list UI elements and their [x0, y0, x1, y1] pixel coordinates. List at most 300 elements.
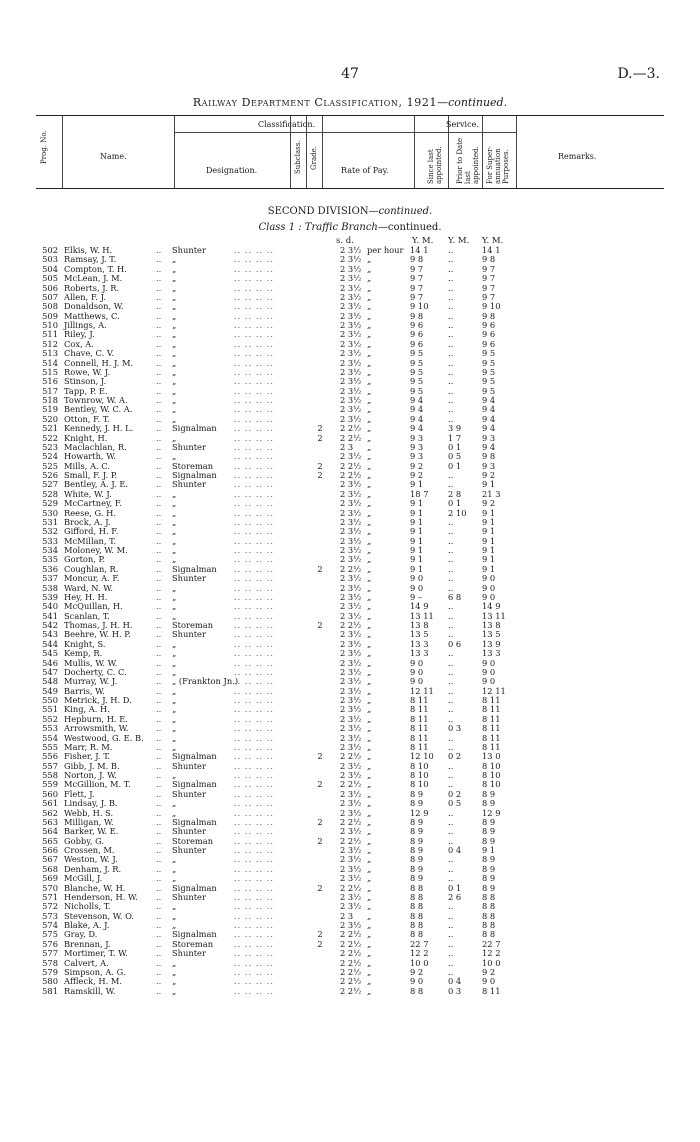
prog-number: 536: [42, 563, 58, 574]
service-prior: ..: [448, 470, 454, 480]
service-superannuation: 8 11: [482, 732, 501, 743]
service-prior: ..: [448, 395, 454, 405]
rate-of-pay: 2 3½: [340, 245, 362, 255]
leader-dots: ..: [156, 376, 162, 387]
service-since-appointed: 13 3: [410, 648, 429, 659]
service-prior: ..: [448, 620, 454, 630]
leader-dots: ..: [156, 470, 162, 480]
service-since-appointed: 9 1: [410, 479, 424, 490]
designation: „: [172, 488, 177, 499]
rate-of-pay: 2 3½: [340, 920, 362, 930]
service-since-appointed: 9 5: [410, 348, 424, 359]
service-prior: ..: [448, 816, 454, 827]
designation: „: [172, 516, 177, 527]
employee-name: McCartney, F.: [64, 498, 122, 509]
employee-name: Henderson, H. W.: [64, 891, 138, 902]
designation: „: [172, 263, 177, 274]
prog-number: 557: [42, 760, 58, 771]
service-since-appointed: 13 8: [410, 620, 429, 630]
leader-dots: .. .. .. ..: [234, 507, 275, 518]
leader-dots: .. .. .. ..: [234, 657, 275, 668]
service-superannuation: 9 4: [482, 423, 496, 434]
rate-unit: „: [367, 591, 372, 602]
rate-of-pay: 2 3½: [340, 348, 362, 359]
employee-name: Metrick, J. H. D.: [64, 695, 132, 705]
leader-dots: ..: [156, 301, 162, 312]
designation: Shunter: [172, 629, 206, 640]
service-superannuation: 8 9: [482, 863, 496, 874]
service-prior: ..: [448, 648, 454, 659]
employee-name: Flett, J.: [64, 788, 95, 799]
service-prior: ..: [448, 920, 454, 930]
service-superannuation: 8 10: [482, 760, 501, 771]
leader-dots: .. .. .. ..: [234, 863, 275, 874]
service-since-appointed: 8 9: [410, 788, 424, 799]
prog-number: 561: [42, 798, 58, 809]
rate-of-pay: 2 3½: [340, 291, 362, 302]
designation: „: [172, 985, 177, 996]
rate-of-pay: 2 3½: [340, 873, 362, 884]
service-prior: ..: [448, 966, 454, 977]
employee-name: Brock, A. J.: [64, 516, 111, 527]
prog-number: 556: [42, 751, 58, 762]
rate-of-pay: 2 3½: [340, 366, 362, 377]
employee-name: Calvert, A.: [64, 957, 109, 968]
designation: „: [172, 404, 177, 415]
service-superannuation: 21 3: [482, 488, 501, 499]
service-prior: ..: [448, 245, 454, 255]
rate-of-pay: 2 3½: [340, 676, 362, 687]
service-prior: ..: [448, 760, 454, 771]
leader-dots: .. .. .. ..: [234, 470, 275, 480]
service-prior: 2 8: [448, 488, 462, 499]
service-superannuation: 9 0: [482, 573, 496, 584]
service-since-appointed: 9 4: [410, 404, 424, 415]
designation: Signalman: [172, 470, 217, 480]
leader-dots: ..: [156, 320, 162, 330]
rate-of-pay: 2 3½: [340, 723, 362, 734]
rate-unit: „: [367, 526, 372, 537]
service-prior: ..: [448, 263, 454, 274]
leader-dots: .. .. .. ..: [234, 929, 275, 940]
service-since-appointed: 13 11: [410, 610, 434, 621]
service-since-appointed: 8 11: [410, 713, 429, 724]
designation: Storeman: [172, 938, 214, 949]
service-since-appointed: 9 0: [410, 657, 424, 668]
service-prior: ..: [448, 563, 454, 574]
service-since-appointed: 12 2: [410, 948, 429, 959]
rate-of-pay: 2 2½: [340, 929, 362, 940]
leader-dots: .. .. .. ..: [234, 891, 275, 902]
leader-dots: ..: [156, 901, 162, 912]
rate-of-pay: 2 3½: [340, 582, 362, 593]
prog-number: 564: [42, 826, 58, 837]
rate-unit: „: [367, 704, 372, 715]
service-prior: 0 6: [448, 638, 462, 649]
employee-name: Roberts, J. R.: [64, 282, 120, 293]
prog-number: 508: [42, 301, 58, 312]
rate-unit: „: [367, 329, 372, 340]
prog-number: 547: [42, 666, 58, 677]
rate-unit: „: [367, 723, 372, 734]
service-superannuation: 9 10: [482, 301, 501, 312]
rate-of-pay: 2 2½: [340, 470, 362, 480]
designation: „: [172, 413, 177, 424]
leader-dots: .. .. .. ..: [234, 451, 275, 462]
designation: „: [172, 610, 177, 621]
employee-name: Hepburn, H. E.: [64, 713, 128, 724]
employee-name: Stinson, J.: [64, 376, 107, 387]
rate-of-pay: 2 2½: [340, 938, 362, 949]
prog-number: 558: [42, 770, 58, 780]
employee-name: Moncur, A. F.: [64, 573, 120, 584]
service-prior: ..: [448, 873, 454, 884]
leader-dots: .. .. .. ..: [234, 348, 275, 359]
service-superannuation: 9 0: [482, 666, 496, 677]
leader-dots: ..: [156, 816, 162, 827]
rate-of-pay: 2 3½: [340, 638, 362, 649]
service-superannuation: 12 11: [482, 685, 506, 696]
leader-dots: ..: [156, 254, 162, 265]
leader-dots: ..: [156, 245, 162, 255]
service-since-appointed: 8 9: [410, 854, 424, 865]
leader-dots: .. .. .. ..: [234, 310, 275, 321]
service-since-appointed: 8 9: [410, 816, 424, 827]
leader-dots: ..: [156, 657, 162, 668]
rate-unit: „: [367, 254, 372, 265]
rate-of-pay: 2 3½: [340, 666, 362, 677]
leader-dots: .. .. .. ..: [234, 395, 275, 405]
prog-number: 581: [42, 985, 58, 996]
prog-number: 570: [42, 882, 58, 893]
designation: Shunter: [172, 845, 206, 855]
designation: „: [172, 432, 177, 443]
leader-dots: .. .. .. ..: [234, 254, 275, 265]
leader-dots: .. .. .. ..: [234, 938, 275, 949]
leader-dots: ..: [156, 929, 162, 940]
rate-of-pay: 2 3½: [340, 310, 362, 321]
rate-unit: „: [367, 966, 372, 977]
table-row: [0, 987, 700, 996]
service-superannuation: 8 11: [482, 695, 501, 705]
leader-dots: ..: [156, 563, 162, 574]
service-superannuation: 8 9: [482, 798, 496, 809]
service-prior: ..: [448, 779, 454, 790]
service-superannuation: 10 0: [482, 957, 501, 968]
service-since-appointed: 8 9: [410, 826, 424, 837]
rate-unit: „: [367, 432, 372, 443]
leader-dots: .. .. .. ..: [234, 263, 275, 274]
leader-dots: .. .. .. ..: [234, 760, 275, 771]
leader-dots: ..: [156, 395, 162, 405]
designation: „: [172, 357, 177, 368]
leader-dots: ..: [156, 676, 162, 687]
designation: Signalman: [172, 816, 217, 827]
employee-name: McQuillan, H.: [64, 601, 123, 612]
prog-number: 523: [42, 441, 58, 452]
service-since-appointed: 9 6: [410, 320, 424, 330]
rate-of-pay: 2 3½: [340, 573, 362, 584]
service-since-appointed: 9 5: [410, 357, 424, 368]
service-prior: ..: [448, 535, 454, 546]
leader-dots: ..: [156, 451, 162, 462]
rate-unit: „: [367, 423, 372, 434]
leader-dots: ..: [156, 404, 162, 415]
table-header: [36, 115, 664, 189]
prog-number: 565: [42, 835, 58, 846]
rate-unit: „: [367, 948, 372, 959]
leader-dots: .. .. .. ..: [234, 545, 275, 555]
rate-unit: „: [367, 376, 372, 387]
leader-dots: ..: [156, 770, 162, 780]
leader-dots: .. .. .. ..: [234, 835, 275, 846]
leader-dots: ..: [156, 854, 162, 865]
service-superannuation: 13 11: [482, 610, 506, 621]
rate-unit: „: [367, 854, 372, 865]
service-since-appointed: 9 –: [410, 591, 423, 602]
employee-name: Moloney, W. M.: [64, 545, 128, 555]
rate-of-pay: 2 3½: [340, 254, 362, 265]
rate-unit: „: [367, 488, 372, 499]
employee-name: Gibb, J. M. B.: [64, 760, 120, 771]
service-prior: ..: [448, 254, 454, 265]
leader-dots: ..: [156, 666, 162, 677]
designation: Shunter: [172, 441, 206, 452]
leader-dots: ..: [156, 516, 162, 527]
service-prior: ..: [448, 957, 454, 968]
service-superannuation: 8 9: [482, 873, 496, 884]
employee-name: Knight, H.: [64, 432, 108, 443]
rate-of-pay: 2 3½: [340, 385, 362, 396]
designation: Signalman: [172, 882, 217, 893]
service-since-appointed: 8 10: [410, 760, 429, 771]
leader-dots: .. .. .. ..: [234, 245, 275, 255]
prog-number: 528: [42, 488, 58, 499]
leader-dots: .. .. .. ..: [234, 460, 275, 471]
service-prior: ..: [448, 901, 454, 912]
designation: Storeman: [172, 835, 214, 846]
rate-unit: „: [367, 404, 372, 415]
leader-dots: .. .. .. ..: [234, 751, 275, 762]
employee-name: Norton, J. W.: [64, 770, 117, 780]
service-superannuation: 13 5: [482, 629, 501, 640]
prog-number: 549: [42, 685, 58, 696]
service-since-appointed: 9 2: [410, 966, 424, 977]
employee-name: Maclachlan, R.: [64, 441, 127, 452]
service-superannuation: 8 8: [482, 910, 496, 921]
leader-dots: ..: [156, 573, 162, 584]
service-prior: ..: [448, 573, 454, 584]
leader-dots: ..: [156, 488, 162, 499]
designation: „: [172, 704, 177, 715]
prog-number: 577: [42, 948, 58, 959]
heading-title: Railway Department Classification, 1921: [192, 96, 438, 109]
rate-of-pay: 2 3½: [340, 320, 362, 330]
leader-dots: .. .. .. ..: [234, 301, 275, 312]
service-superannuation: 22 7: [482, 938, 501, 949]
rate-unit: „: [367, 788, 372, 799]
rate-of-pay: 2 3½: [340, 845, 362, 855]
service-since-appointed: 9 3: [410, 432, 424, 443]
designation: Signalman: [172, 563, 217, 574]
employee-name: Blake, A. J.: [64, 920, 110, 930]
prog-number: 544: [42, 638, 58, 649]
grade: 2: [317, 620, 323, 630]
prog-number: 580: [42, 976, 58, 987]
rate-of-pay: 2 3½: [340, 901, 362, 912]
designation: Storeman: [172, 620, 214, 630]
rate-of-pay: 2 3½: [340, 788, 362, 799]
leader-dots: ..: [156, 554, 162, 565]
employee-name: Cox, A.: [64, 338, 94, 349]
rate-unit: „: [367, 835, 372, 846]
leader-dots: ..: [156, 357, 162, 368]
leader-dots: ..: [156, 338, 162, 349]
rate-unit: „: [367, 816, 372, 827]
rate-unit: „: [367, 507, 372, 518]
service-since-appointed: 9 4: [410, 413, 424, 424]
service-superannuation: 9 3: [482, 432, 496, 443]
leader-dots: .. .. .. ..: [234, 479, 275, 490]
section-title: SECOND DIVISION—continued.: [267, 206, 433, 217]
grade: 2: [317, 423, 323, 434]
employee-name: Gorton, P.: [64, 554, 106, 565]
prog-number: 540: [42, 601, 58, 612]
rate-unit: „: [367, 807, 372, 818]
prog-number: 510: [42, 320, 58, 330]
leader-dots: ..: [156, 788, 162, 799]
employee-name: Westwood, G. E. B.: [64, 732, 144, 743]
prog-number: 550: [42, 695, 58, 705]
service-prior: ..: [448, 929, 454, 940]
leader-dots: .. .. .. ..: [234, 826, 275, 837]
service-prior: ..: [448, 610, 454, 621]
employee-name: Tapp, P. E.: [64, 385, 108, 396]
leader-dots: ..: [156, 807, 162, 818]
designation: „: [172, 713, 177, 724]
designation: Shunter: [172, 573, 206, 584]
prog-number: 529: [42, 498, 58, 509]
employee-name: Affleck, H. M.: [64, 976, 123, 987]
leader-dots: .. .. .. ..: [234, 685, 275, 696]
rate-unit: per hour: [367, 245, 404, 255]
leader-dots: .. .. .. ..: [234, 582, 275, 593]
service-since-appointed: 8 10: [410, 770, 429, 780]
service-prior: ..: [448, 366, 454, 377]
rate-unit: „: [367, 366, 372, 377]
designation: „: [172, 807, 177, 818]
leader-dots: ..: [156, 638, 162, 649]
service-superannuation: 9 2: [482, 470, 496, 480]
leader-dots: ..: [156, 423, 162, 434]
service-since-appointed: 9 4: [410, 423, 424, 434]
leader-dots: ..: [156, 882, 162, 893]
rate-of-pay: 2 2½: [340, 423, 362, 434]
leader-dots: .. .. .. ..: [234, 573, 275, 584]
prog-number: 551: [42, 704, 58, 715]
prog-number: 517: [42, 385, 58, 396]
service-superannuation: 8 11: [482, 713, 501, 724]
rate-unit: „: [367, 920, 372, 930]
leader-dots: .. .. .. ..: [234, 273, 275, 284]
rate-of-pay: 2 3½: [340, 273, 362, 284]
designation: „: [172, 507, 177, 518]
service-superannuation: 8 11: [482, 985, 501, 996]
service-since-appointed: 9 1: [410, 498, 424, 509]
service-since-appointed: 9 1: [410, 507, 424, 518]
leader-dots: .. .. .. ..: [234, 282, 275, 293]
leader-dots: .. .. .. ..: [234, 816, 275, 827]
rate-of-pay: 2 2½: [340, 957, 362, 968]
service-since-appointed: 9 6: [410, 329, 424, 340]
rate-of-pay: 2 3½: [340, 601, 362, 612]
service-prior: 0 4: [448, 976, 462, 987]
designation: „: [172, 695, 177, 705]
leader-dots: ..: [156, 966, 162, 977]
designation: „: [172, 498, 177, 509]
designation: „: [172, 873, 177, 884]
service-prior: 3 9: [448, 423, 462, 434]
service-since-appointed: 8 9: [410, 835, 424, 846]
employee-name: Kennedy, J. H. L.: [64, 423, 134, 434]
rate-unit: „: [367, 545, 372, 555]
rate-of-pay: 2 2½: [340, 966, 362, 977]
rate-unit: „: [367, 516, 372, 527]
service-since-appointed: 12 10: [410, 751, 434, 762]
rate-unit: „: [367, 798, 372, 809]
service-since-appointed: 8 8: [410, 882, 424, 893]
rate-of-pay: 2 3½: [340, 395, 362, 405]
employee-name: Elkis, W. H.: [64, 245, 113, 255]
designation: „: [172, 366, 177, 377]
rate-of-pay: 2 3½: [340, 516, 362, 527]
service-since-appointed: 8 11: [410, 695, 429, 705]
designation: „: [172, 976, 177, 987]
employee-name: Otton, F. T.: [64, 413, 110, 424]
service-prior: ..: [448, 835, 454, 846]
service-since-appointed: 9 0: [410, 666, 424, 677]
service-prior: ..: [448, 666, 454, 677]
service-prior: ..: [448, 301, 454, 312]
service-prior: ..: [448, 329, 454, 340]
rate-of-pay: 2 2½: [340, 432, 362, 443]
employee-name: Jillings, A.: [64, 320, 107, 330]
rate-unit: „: [367, 629, 372, 640]
rate-of-pay: 2 3½: [340, 713, 362, 724]
designation: „: [172, 526, 177, 537]
leader-dots: ..: [156, 591, 162, 602]
service-superannuation: 9 5: [482, 348, 496, 359]
leader-dots: .. .. .. ..: [234, 629, 275, 640]
rate-of-pay: 2 3½: [340, 263, 362, 274]
rate-unit: „: [367, 751, 372, 762]
prog-number: 531: [42, 516, 58, 527]
rate-unit: „: [367, 779, 372, 790]
service-superannuation: 9 0: [482, 676, 496, 687]
leader-dots: .. .. .. ..: [234, 620, 275, 630]
service-prior: ..: [448, 704, 454, 715]
service-prior: 0 1: [448, 460, 462, 471]
designation: „: [172, 638, 177, 649]
service-prior: 0 1: [448, 498, 462, 509]
designation: „: [172, 376, 177, 387]
leader-dots: .. .. .. ..: [234, 695, 275, 705]
grade: 2: [317, 432, 323, 443]
leader-dots: ..: [156, 413, 162, 424]
designation: „: [172, 301, 177, 312]
rate-unit: „: [367, 273, 372, 284]
leader-dots: .. .. .. ..: [234, 985, 275, 996]
